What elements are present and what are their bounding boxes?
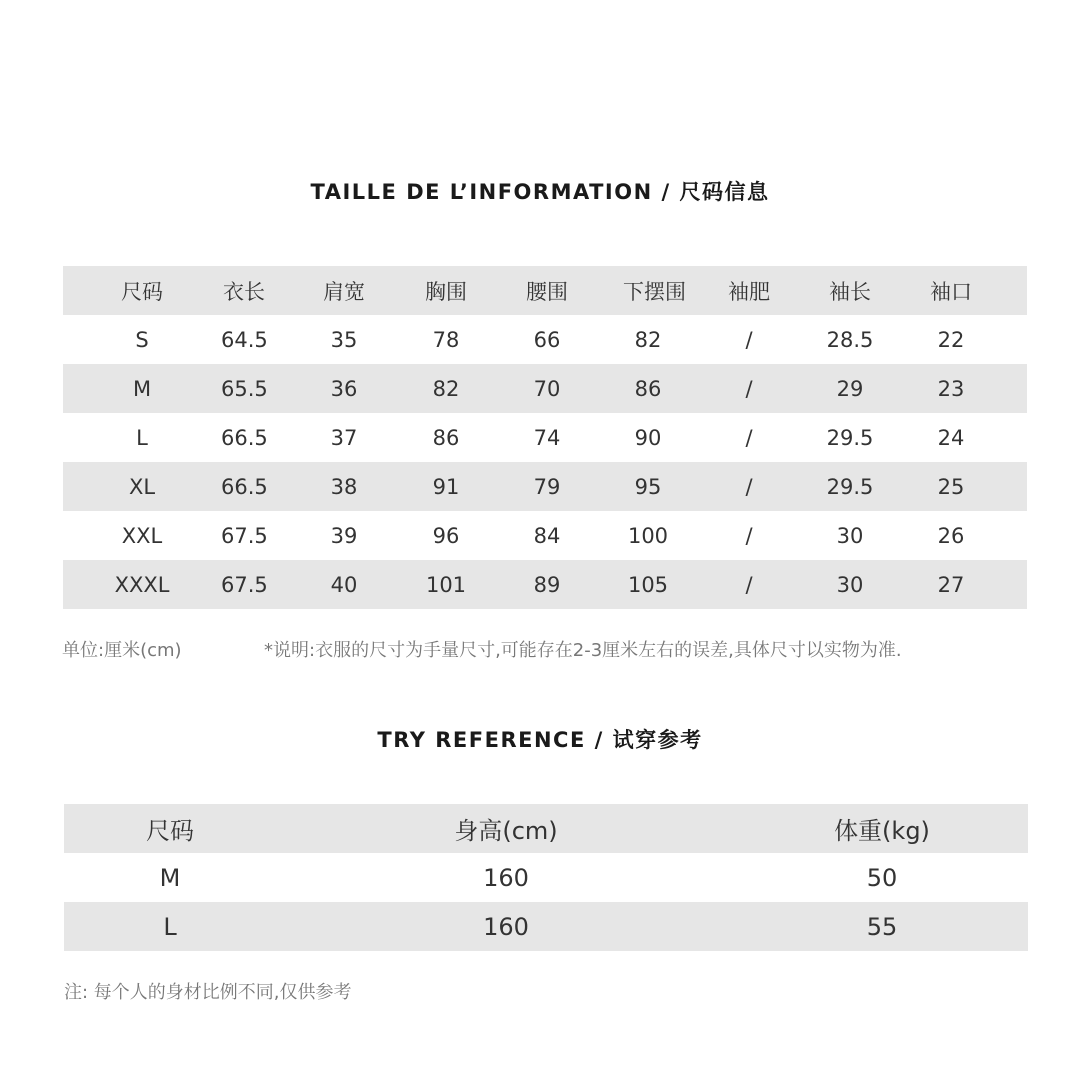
table-cell: M: [159, 863, 181, 892]
table-cell: 35: [330, 327, 358, 352]
table-cell: S: [135, 327, 149, 352]
table-cell: XL: [128, 474, 156, 499]
table-cell: L: [136, 425, 148, 450]
table-row: [63, 462, 1027, 511]
table-cell: 84: [533, 523, 561, 548]
table-cell: 101: [425, 572, 467, 597]
table-cell: /: [745, 523, 753, 548]
table-row: [63, 560, 1027, 609]
table-cell: 79: [533, 474, 561, 499]
table-row: [63, 511, 1027, 560]
table-cell: 86: [634, 376, 662, 401]
table-cell: 160: [483, 912, 529, 941]
table-cell: /: [745, 572, 753, 597]
column-header: 肩宽: [323, 279, 365, 304]
column-header: 尺码: [121, 279, 163, 304]
table-cell: 66.5: [221, 474, 268, 499]
table-cell: 95: [634, 474, 662, 499]
table-cell: 105: [627, 572, 669, 597]
table-cell: /: [745, 425, 753, 450]
try-reference-note: 注: 每个人的身材比例不同,仅供参考: [64, 982, 352, 1003]
table-cell: /: [745, 474, 753, 499]
table-cell: 86: [432, 425, 460, 450]
table-cell: 37: [330, 425, 358, 450]
table-cell: 50: [866, 863, 898, 892]
table-cell: 91: [432, 474, 460, 499]
table-cell: 39: [330, 523, 358, 548]
size-info-title: TAILLE DE L’INFORMATION / 尺码信息: [310, 180, 770, 204]
table-cell: 26: [937, 523, 965, 548]
table-cell: 30: [836, 572, 864, 597]
table-cell: 67.5: [221, 523, 268, 548]
table-cell: 27: [937, 572, 965, 597]
column-header: 腰围: [526, 279, 568, 304]
table-cell: M: [132, 376, 152, 401]
table-cell: 100: [627, 523, 669, 548]
column-header: 下摆围: [623, 279, 686, 304]
table-cell: 38: [330, 474, 358, 499]
column-header: 身高(cm): [454, 817, 558, 845]
table-cell: 36: [330, 376, 358, 401]
table-cell: 40: [330, 572, 358, 597]
table-cell: 29: [836, 376, 864, 401]
table-cell: 66: [533, 327, 561, 352]
table-cell: 65.5: [221, 376, 268, 401]
header-row: [64, 804, 1028, 853]
column-header: 袖口: [930, 279, 972, 304]
table-row: [63, 315, 1027, 364]
table-cell: 70: [533, 376, 561, 401]
column-header: 袖长: [829, 279, 871, 304]
table-cell: 55: [866, 912, 898, 941]
column-header: 尺码: [146, 817, 194, 845]
table-cell: /: [745, 327, 753, 352]
table-cell: 160: [483, 863, 529, 892]
table-cell: 89: [533, 572, 561, 597]
table-cell: 82: [432, 376, 460, 401]
table-cell: 24: [937, 425, 965, 450]
table-cell: /: [745, 376, 753, 401]
column-header: 衣长: [223, 279, 265, 304]
table-cell: 28.5: [826, 327, 874, 352]
table-cell: 22: [937, 327, 965, 352]
table-cell: 78: [432, 327, 460, 352]
table-cell: 82: [634, 327, 662, 352]
table-cell: 29.5: [826, 425, 874, 450]
column-header: 袖肥: [728, 279, 770, 304]
column-header: 胸围: [425, 279, 467, 304]
table-cell: 74: [533, 425, 561, 450]
table-cell: 90: [634, 425, 662, 450]
table-cell: 23: [937, 376, 965, 401]
table-row: [64, 902, 1028, 951]
measurement-disclaimer: *说明:衣服的尺寸为手量尺寸,可能存在2-3厘米左右的误差,具体尺寸以实物为准.: [264, 640, 902, 661]
table-cell: 29.5: [826, 474, 874, 499]
column-header: 体重(kg): [834, 817, 930, 845]
table-cell: 64.5: [221, 327, 268, 352]
table-cell: 25: [937, 474, 965, 499]
unit-note: 单位:厘米(cm): [62, 640, 182, 661]
table-cell: XXL: [121, 523, 163, 548]
table-row: [64, 853, 1028, 902]
table-cell: 67.5: [221, 572, 268, 597]
size-table: [63, 266, 1027, 609]
table-row: [63, 413, 1027, 462]
table-cell: 96: [432, 523, 460, 548]
table-cell: XXXL: [114, 572, 170, 597]
table-cell: 30: [836, 523, 864, 548]
header-row: [63, 266, 1027, 315]
table-cell: L: [163, 912, 177, 941]
table-row: [63, 364, 1027, 413]
try-reference-title: TRY REFERENCE / 试穿参考: [377, 728, 703, 752]
try-reference-table: [64, 804, 1028, 951]
table-cell: 66.5: [221, 425, 268, 450]
